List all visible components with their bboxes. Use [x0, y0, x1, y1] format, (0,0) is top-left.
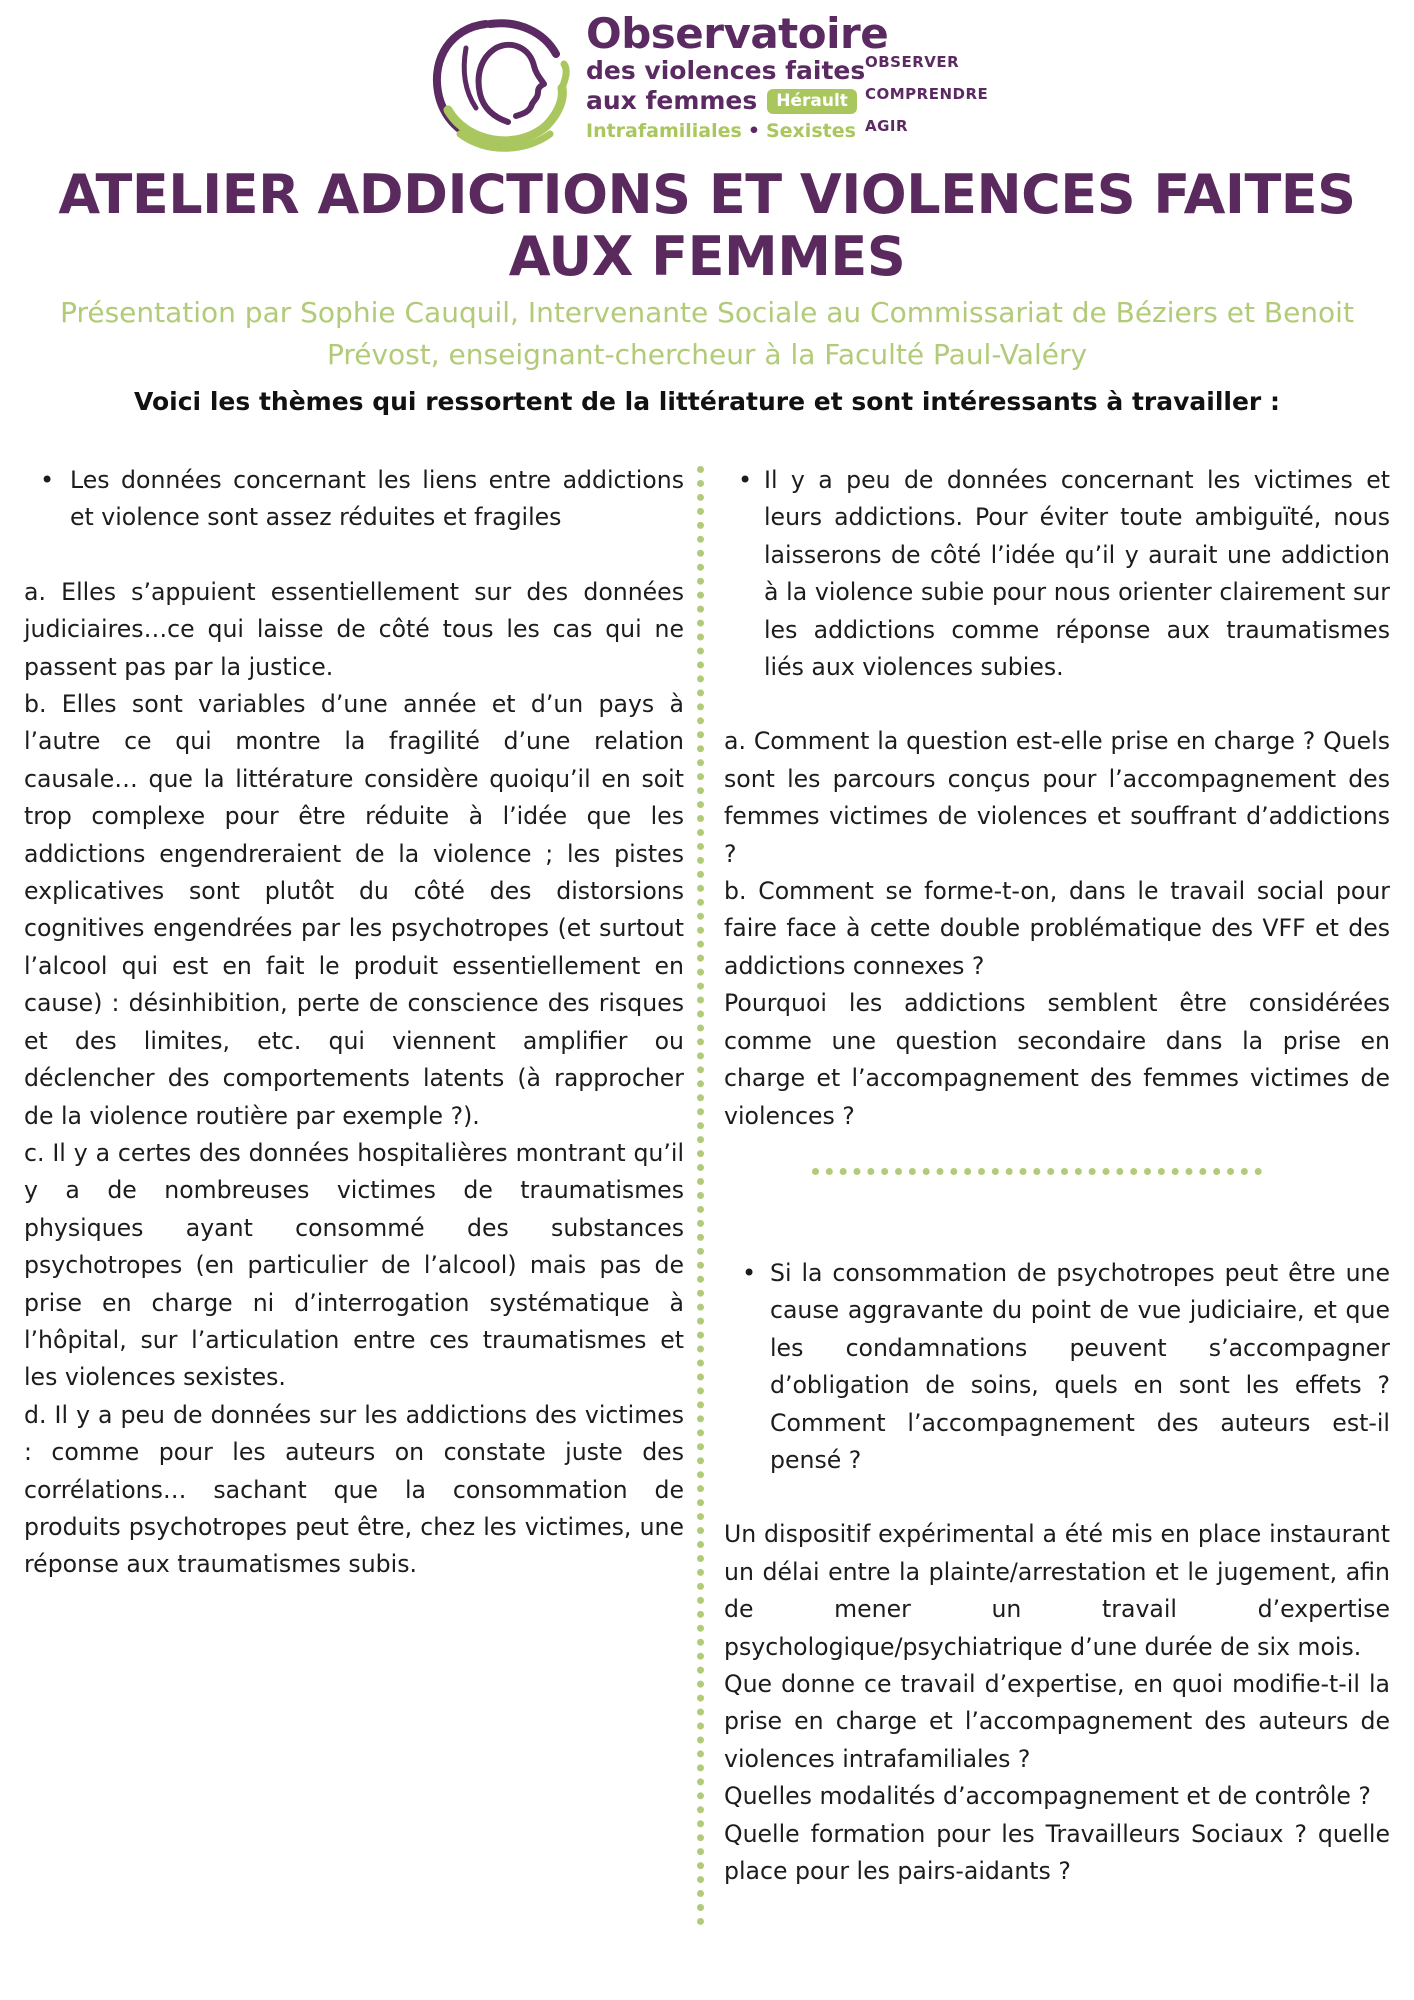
right-item-modalites: Quelles modalités d’accompagnement et de contrôle ?	[724, 1782, 1371, 1811]
left-bullet-text: Les données concernant les liens entre addictions et violence sont assez réduites et fragiles	[70, 466, 684, 532]
spacer	[724, 1135, 1390, 1255]
left-item-a: a. Elles s’appuient essentiellement sur des données judiciaires…ce qui laisse de côté tous les cas qui ne passent pas par la justice.	[24, 577, 684, 681]
brand-sub-dot: •	[747, 120, 760, 142]
right-bullet-2-text: Si la consommation de psychotropes peut être une cause aggravante du point de vue judiciaire, et que les condamnations peuvent s’accompagner d’obligation de soins, quels en sont les effets ? Comment l’accompagnement des auteurs est-il pensé ?	[770, 1258, 1390, 1474]
brand-title: Observatoire	[586, 9, 889, 58]
right-item-why: Pourquoi les addictions semblent être considérées comme une question secondaire dans la prise en charge et l’accompagnement des femmes victimes de violences ?	[724, 989, 1390, 1130]
right-item-formation: Quelle formation pour les Travailleurs Sociaux ? quelle place pour les pairs-aidants ?	[724, 1819, 1390, 1885]
right-item-a: a. Comment la question est-elle prise en charge ? Quels sont les parcours conçus pour l’accompagnement des femmes victimes de violences et souffrant d’addictions ?	[724, 727, 1390, 868]
brand-sub-right: Sexistes	[765, 120, 856, 142]
right-item-dispositif: Un dispositif expérimental a été mis en place instaurant un délai entre la plainte/arrestation et le jugement, afin de mener un travail d’expertise psychologique/psychiatrique d’une durée de six mois.	[724, 1520, 1390, 1661]
left-item-b: b. Elles sont variables d’une année et d’un pays à l’autre ce qui montre la fragilité d’une relation causale… que la littérature considère quoiqu’il en soit trop complexe pour être réduite à l’idée que les addictions engendreraient de la violence ; les pistes explicatives sont plutôt du côté des distorsions cognitives engendrées par les psychotropes (et surtout l’alcool qui est en fait le produit essentiellement en cause) : désinhibition, perte de conscience des risques et des limites, etc. qui viennent amplifier ou déclencher des comportements latents (à rapprocher de la violence routière par exemple ?).	[24, 690, 684, 1130]
right-bullet-1	[724, 462, 1390, 686]
header	[0, 0, 1414, 160]
spacer	[724, 686, 1390, 723]
bullet-dot-icon: •	[738, 466, 753, 494]
brand-row	[586, 86, 888, 116]
spacer	[24, 537, 684, 574]
motto-agir: AGIR	[865, 117, 909, 135]
bullet-dot-icon: •	[40, 466, 55, 494]
brand-sub-left: Intrafamiliales	[586, 120, 742, 142]
herault-badge: Hérault	[767, 89, 857, 114]
woman-profile-logo-icon	[426, 14, 576, 156]
right-column	[724, 462, 1390, 1890]
spacer	[724, 1479, 1390, 1516]
page-title: ATELIER ADDICTIONS ET VIOLENCES FAITES AUX FEMMES	[58, 163, 1356, 288]
page-subtitle: Présentation par Sophie Cauquil, Intervenante Sociale au Commissariat de Béziers et Benoit Prévost, enseignant-chercheur à la Faculté Paul-Valéry	[60, 296, 1354, 371]
intro-heading: Voici les thèmes qui ressortent de la littérature et sont intéressants à travailler :	[134, 387, 1280, 416]
mottos	[865, 46, 988, 142]
brand-block	[586, 9, 889, 144]
right-item-b: b. Comment se forme-t-on, dans le travail social pour faire face à cette double problématique des VFF et des addictions connexes ?	[724, 877, 1390, 980]
motto-observer: OBSERVER	[865, 53, 960, 71]
left-item-c: c. Il y a certes des données hospitalières montrant qu’il y a de nombreuses victimes de traumatismes physiques ayant consommé des substances psychotropes (en particulier de l’alcool) mais pas de prise en charge ni d’interrogation systématique à l’hôpital, sur l’articulation entre ces traumatismes et les violences sexistes.	[24, 1138, 684, 1392]
bullet-dot-icon: •	[742, 1258, 757, 1287]
column-divider	[697, 466, 704, 1926]
brand-subline	[586, 118, 888, 144]
right-item-expertise: Que donne ce travail d’expertise, en quoi modifie-t-il la prise en charge et l’accompagnement des auteurs de violences intrafamiliales ?	[724, 1669, 1390, 1773]
left-column	[24, 462, 684, 1584]
left-item-d: d. Il y a peu de données sur les addictions des victimes : comme pour les auteurs on constate juste des corrélations… sachant que la consommation de produits psychotropes peut être, chez les victimes, une réponse aux traumatismes subis.	[24, 1400, 684, 1579]
section-divider	[812, 1168, 1262, 1175]
right-bullet-1-text: Il y a peu de données concernant les victimes et leurs addictions. Pour éviter toute ambiguïté, nous laisserons de côté l’idée qu’il y aurait une addiction à la violence subie pour nous orienter clairement sur les addictions comme réponse aux traumatismes liés aux violences subies.	[764, 466, 1390, 682]
left-bullet	[24, 462, 684, 537]
motto-comprendre: COMPRENDRE	[865, 85, 989, 103]
brand-line-1: des violences faites	[586, 56, 866, 85]
brand-line-2: aux femmes	[586, 86, 758, 115]
right-bullet-2	[724, 1255, 1390, 1479]
